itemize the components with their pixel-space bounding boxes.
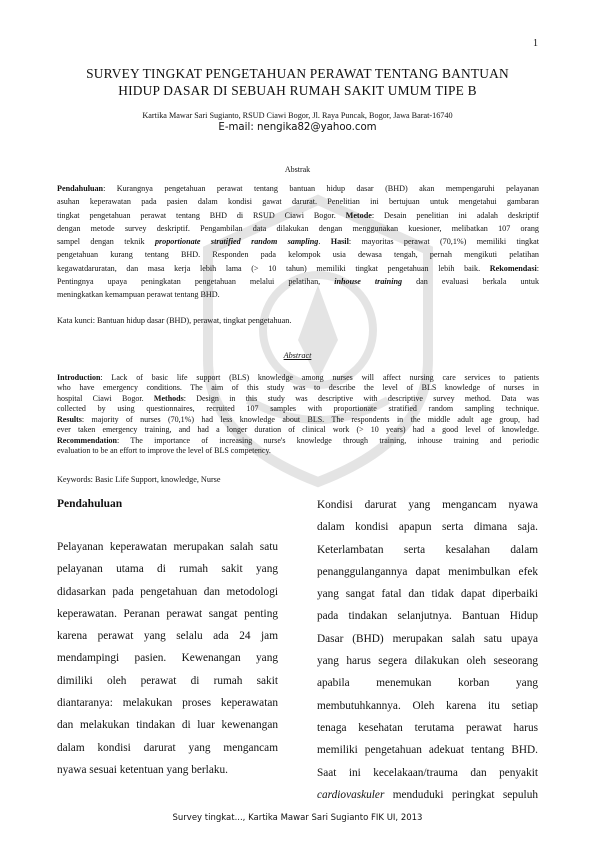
abstrak-line: meningkatkan kemampuan perawat tentang BHD. xyxy=(57,290,220,299)
body-line: Kondisi darurat yang mengancam nyawa xyxy=(317,499,538,511)
abstrak-line: dengan metode survey deskriptif. Pengambilan data dilakukan dengan menggunakan kuesioner, melibatkan 107 orang xyxy=(57,223,539,233)
abstract-line: Results: majority of nurses (70,1%) had less knowledge about BLS. The respondents in the middle adult age group, had xyxy=(57,414,539,424)
body-line: dimiliki oleh perawat di rumah sakit xyxy=(57,674,278,687)
abstrak-label-rekomendasi: Rekomendasi xyxy=(489,263,537,273)
body-line: pelayanan utama di rumah sakit yang xyxy=(57,563,278,576)
abstrak-body xyxy=(57,182,539,301)
body-line: Saat ini kecelakaan/trauma dan penyakit xyxy=(317,766,538,779)
body-line: didasarkan pada pengetahuan dan metodologi xyxy=(57,585,278,598)
abstract-label-introduction: Introduction xyxy=(57,373,101,382)
page-footer: Survey tingkat..., Kartika Mawar Sari Sugianto FIK UI, 2013 xyxy=(172,813,423,823)
body-line: yang harus segera dilakukan oleh seseorang xyxy=(317,655,538,668)
author-affiliation: Kartika Mawar Sari Sugianto, RSUD Ciawi Bogor, Jl. Raya Puncak, Bogor, Jawa Barat-16740 xyxy=(142,111,453,120)
body-line: membutuhkannya. Oleh karena itu setiap xyxy=(317,699,538,712)
abstract-label-methods: Methods xyxy=(153,393,184,403)
body-line: dalam kondisi darurat yang mengancam xyxy=(57,741,278,754)
abstract-line: Introduction: Lack of basic life support (BLS) knowledge among nurses will affect nursing care services to patients xyxy=(57,373,539,382)
body-line: dan melakukan tindakan di luar kewenangan xyxy=(57,719,278,732)
abstrak-line: Pentingnya upaya peningkatan pengetahuan melalui pelatihan, inhouse training dan evaluasi berkala untuk xyxy=(57,276,540,286)
body-line: Keterlambatan serta kesalahan dalam xyxy=(317,543,538,556)
body-line: Dasar (BHD) merupakan salah satu upaya xyxy=(317,632,538,645)
body-line: memiliki pengetahuan adekuat tentang BHD. xyxy=(317,744,538,757)
body-line: cardiovaskuler menduduki peringkat sepuluh xyxy=(317,788,538,801)
body-line: Pelayanan keperawatan merupakan salah satu xyxy=(57,541,278,553)
abstrak-line: pengetahuan kurang tentang BHD. Responden pada kelompok usia dewasa tengah, pernah mengikuti pelatihan xyxy=(57,250,539,260)
abstract-line: Recommendation: The importance of increasing nurse's knowledge through training, inhouse training and periodic xyxy=(57,435,539,445)
abstract-body xyxy=(57,373,539,457)
inhouse-training-term: inhouse training xyxy=(334,276,403,286)
body-line: yang sangat fatal dan tidak dapat diperbaiki xyxy=(317,588,538,601)
abstrak-line: tingkat pengetahuan perawat tentang BHD di RSUD Ciawi Bogor. Metode: Desain penelitian ini adalah deskriptif xyxy=(57,210,540,220)
abstrak-label-metode: Metode xyxy=(345,210,372,220)
abstract-line: collected by using questionnaires, recruited 107 samples with proportionate stratified random sampling technique. xyxy=(57,404,539,414)
author-email: E-mail: nengika82@yahoo.com xyxy=(218,122,377,133)
abstrak-heading: Abstrak xyxy=(284,165,311,174)
abstrak-label-pendahuluan: Pendahuluan xyxy=(57,184,104,193)
abstract-label-recommendation: Recommendation xyxy=(57,435,117,445)
body-line: karena perawat yang selalu ada 24 jam xyxy=(57,630,278,643)
body-line: mendampingi pasien. Kewenangan yang xyxy=(57,652,278,665)
abstract-line: hospital Ciawi Bogor. Methods: Design in this study was descriptive with descriptive survey method. Data was xyxy=(57,393,540,403)
abstrak-line: asuhan keperawatan pada pasien dalam kondisi gawat darurat. Penelitian ini bertujuan untuk mengetahui gambaran xyxy=(57,197,539,207)
sampling-technique: proportionate stratified random sampling xyxy=(154,237,319,246)
body-line: diantaranya: melakukan proses keperawatan xyxy=(57,697,278,710)
body-line: tenaga kesehatan terutama perawat harus xyxy=(317,721,538,734)
body-line: penanggulangannya dapat menimbulkan efek xyxy=(317,565,538,578)
title-line-2: HIDUP DASAR DI SEBUAH RUMAH SAKIT UMUM TIPE B xyxy=(118,82,477,98)
right-column xyxy=(317,494,538,806)
left-column xyxy=(57,536,278,781)
abstrak-label-hasil: Hasil xyxy=(330,237,349,246)
section-heading-pendahuluan: Pendahuluan xyxy=(57,498,123,510)
keywords: Keywords: Basic Life Support, knowledge, Nurse xyxy=(57,475,221,484)
body-line: nyawa sesuai ketentuan yang berlaku. xyxy=(57,763,228,776)
title-line-1: SURVEY TINGKAT PENGETAHUAN PERAWAT TENTANG BANTUAN xyxy=(86,66,509,81)
abstract-line: who have emergency conditions. The aim of this study was to describe the level of BLS knowledge of nurses in xyxy=(57,383,539,393)
body-line: keperawatan. Peranan perawat sangat penting xyxy=(57,607,278,620)
kata-kunci: Kata kunci: Bantuan hidup dasar (BHD), perawat, tingkat pengetahuan. xyxy=(57,316,292,325)
abstrak-line: kegawatdaruratan, dan masa kerja lebih lama (> 10 tahun) memiliki tingkat pengetahuan lebih baik. Rekomendasi: xyxy=(57,263,540,273)
abstract-label-results: Results xyxy=(57,414,82,424)
body-line: dalam kondisi apapun serta dimana saja. xyxy=(317,521,538,534)
abstrak-line: Pendahuluan: Kurangnya pengetahuan perawat tentang bantuan hidup dasar (BHD) akan mempengaruhi pelayanan xyxy=(57,184,539,193)
page-number: 1 xyxy=(533,38,538,49)
paper-title xyxy=(40,66,555,99)
abstract-line: evaluation to be an effort to improve the level of BLS competency. xyxy=(57,446,271,456)
body-line: pada tindakan selanjutnya. Bantuan Hidup xyxy=(317,610,538,623)
abstract-line: ever taken emergency training, and had a longer duration of clinical work (> 10 years) had a good level of knowledge. xyxy=(57,425,539,435)
abstract-heading: Abstract xyxy=(283,351,312,360)
body-line: apabila menemukan korban yang xyxy=(317,677,538,690)
abstrak-line: sampel dengan teknik proportionate stratified random sampling. Hasil: mayoritas perawat (70,1%) memiliki tingkat xyxy=(57,237,540,246)
cardiovaskuler-term: cardiovaskuler xyxy=(317,788,385,801)
